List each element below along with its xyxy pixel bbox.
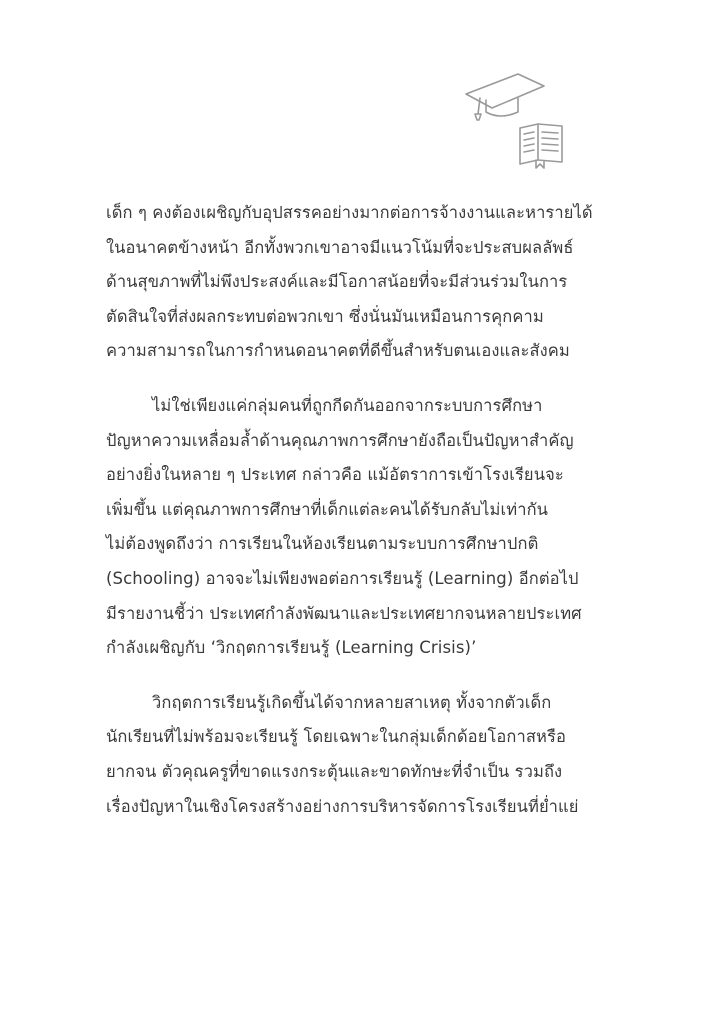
text-line: มีรายงานชี้ว่า ประเทศกำลังพัฒนาและประเทศยากจนหลายประเทศ: [106, 603, 582, 623]
paragraph-3: [106, 686, 611, 824]
text-line: วิกฤตการเรียนรู้เกิดขึ้นได้จากหลายสาเหตุ ทั้งจากตัวเด็ก: [152, 692, 552, 712]
text-line: ความสามารถในการกำหนดอนาคตที่ดีขึ้นสำหรับตนเองและสังคม: [106, 341, 570, 361]
text-line: เพิ่มขึ้น แต่คุณภาพการศึกษาที่เด็กแต่ละคนได้รับกลับไม่เท่ากัน: [106, 499, 549, 519]
body-text: [106, 196, 611, 824]
text-line: ไม่ใช่เพียงแค่กลุ่มคนที่ถูกกีดกันออกจากระบบการศึกษา: [152, 395, 543, 415]
paragraph-2: [106, 389, 611, 666]
text-line: เด็ก ๆ คงต้องเผชิญกับอุปสรรคอย่างมากต่อการจ้างงานและหารายได้: [106, 203, 593, 222]
text-line: ไม่ต้องพูดถึงว่า การเรียนในห้องเรียนตามระบบการศึกษาปกติ: [106, 534, 539, 554]
paragraph-1: [106, 196, 611, 369]
text-line: กำลังเผชิญกับ ‘วิกฤตการเรียนรู้ (Learning Crisis)’: [106, 638, 477, 658]
text-line: ปัญหาความเหลื่อมล้ำด้านคุณภาพการศึกษายังถือเป็นปัญหาสำคัญ: [106, 430, 574, 450]
education-illustration: [460, 60, 580, 170]
open-book-icon: [520, 124, 562, 168]
graduation-cap-icon: [466, 74, 544, 120]
text-line: ด้านสุขภาพที่ไม่พึงประสงค์และมีโอกาสน้อยที่จะมีส่วนร่วมในการ: [106, 272, 568, 292]
text-line: เรื่องปัญหาในเชิงโครงสร้างอย่างการบริหารจัดการโรงเรียนที่ย่ำแย่: [106, 796, 579, 816]
text-line: อย่างยิ่งในหลาย ๆ ประเทศ กล่าวคือ แม้อัตราการเข้าโรงเรียนจะ: [106, 465, 564, 485]
text-line: ในอนาคตข้างหน้า อีกทั้งพวกเขาอาจมีแนวโน้มที่จะประสบผลลัพธ์: [106, 237, 574, 257]
text-line: (Schooling) อาจจะไม่เพียงพอต่อการเรียนรู้ (Learning) อีกต่อไป: [106, 568, 579, 588]
text-line: ตัดสินใจที่ส่งผลกระทบต่อพวกเขา ซึ่งนั่นมันเหมือนการคุกคาม: [106, 306, 544, 326]
text-line: นักเรียนที่ไม่พร้อมจะเรียนรู้ โดยเฉพาะในกลุ่มเด็กด้อยโอกาสหรือ: [106, 727, 567, 747]
text-line: ยากจน ตัวคุณครูที่ขาดแรงกระตุ้นและขาดทักษะที่จำเป็น รวมถึง: [106, 761, 563, 781]
